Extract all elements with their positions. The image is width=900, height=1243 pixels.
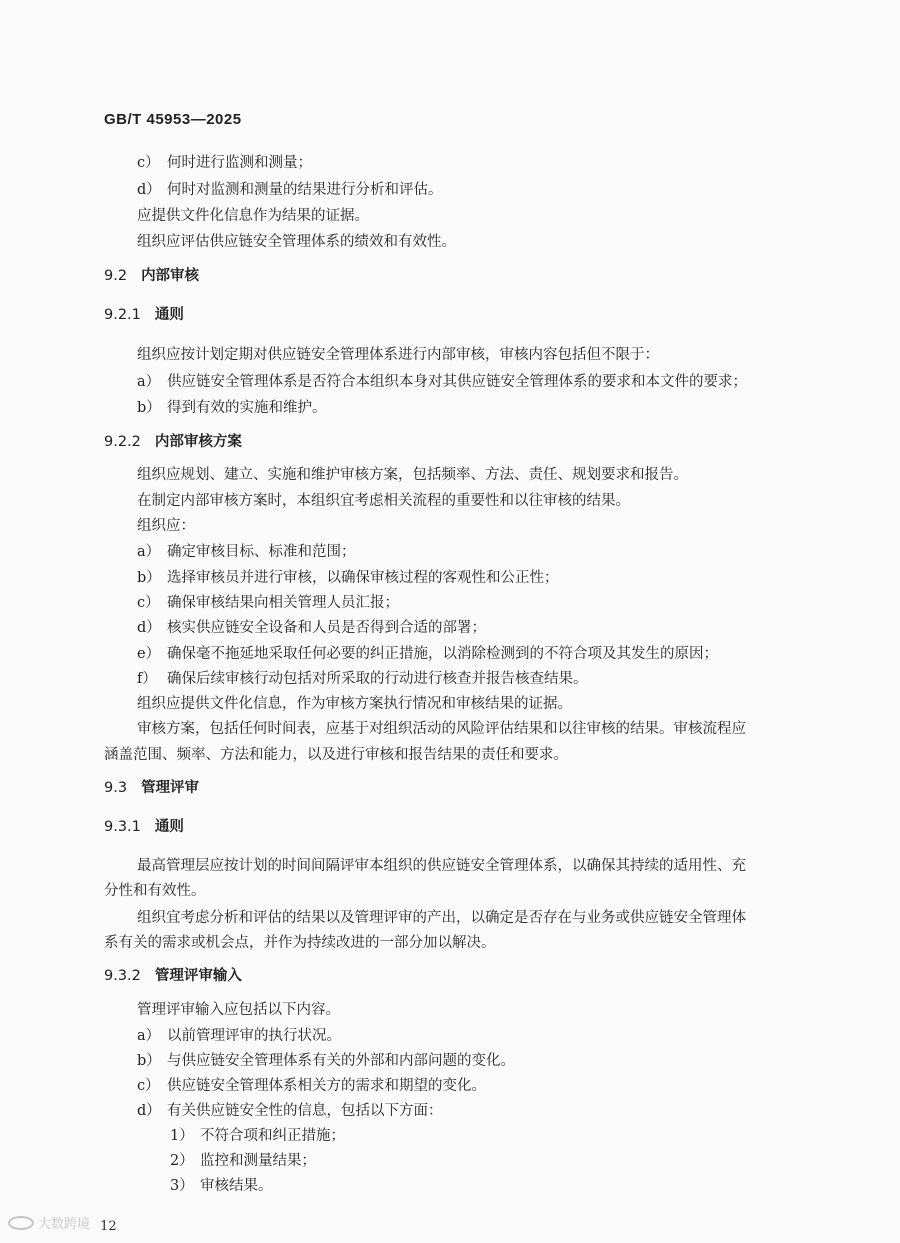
paragraph: 组织应规划、建立、实施和维护审核方案，包括频率、方法、责任、规划要求和报告。 — [137, 467, 688, 483]
list-item: a） 以前管理评审的执行状况。 — [137, 1028, 341, 1044]
paragraph: 系有关的需求或机会点，并作为持续改进的一部分加以解决。 — [104, 935, 496, 951]
sub-list-item: 2） 监控和测量结果； — [170, 1153, 316, 1169]
paragraph: 审核方案，包括任何时间表，应基于对组织活动的风险评估结果和以往审核的结果。审核流程应 — [137, 721, 746, 737]
paragraph: 最高管理层应按计划的时间间隔评审本组织的供应链安全管理体系，以确保其持续的适用性、充 — [137, 858, 746, 874]
list-item: b） 选择审核员并进行审核，以确保审核过程的客观性和公正性； — [137, 570, 559, 586]
paragraph: 组织应评估供应链安全管理体系的绩效和有效性。 — [137, 234, 456, 250]
sub-list-item: 1） 不符合项和纠正措施； — [170, 1128, 345, 1144]
list-item: b） 与供应链安全管理体系有关的外部和内部问题的变化。 — [137, 1053, 515, 1069]
paragraph: 涵盖范围、频率、方法和能力，以及进行审核和报告结果的责任和要求。 — [104, 747, 568, 763]
watermark-logo-icon — [8, 1216, 34, 1230]
list-item: d） 有关供应链安全性的信息，包括以下方面： — [137, 1103, 443, 1119]
paragraph: 在制定内部审核方案时，本组织宜考虑相关流程的重要性和以往审核的结果。 — [137, 493, 630, 509]
list-item: f） 确保后续审核行动包括对所采取的行动进行核查并报告核查结果。 — [137, 671, 588, 687]
list-item: a） 确定审核目标、标准和范围； — [137, 544, 356, 560]
standard-number: GB/T 45953—2025 — [104, 111, 242, 128]
paragraph: 应提供文件化信息作为结果的证据。 — [137, 208, 369, 224]
paragraph: 分性和有效性。 — [104, 883, 206, 899]
section-heading-9-3-2: 9.3.2 管理评审输入 — [104, 968, 242, 984]
paragraph: 组织应按计划定期对供应链安全管理体系进行内部审核，审核内容包括但不限于： — [137, 347, 659, 363]
section-heading-9-2-2: 9.2.2 内部审核方案 — [104, 434, 242, 450]
section-heading-9-2-1: 9.2.1 通则 — [104, 307, 184, 323]
list-item: c） 供应链安全管理体系相关方的需求和期望的变化。 — [137, 1078, 486, 1094]
paragraph: 组织宜考虑分析和评估的结果以及管理评审的产出，以确定是否存在与业务或供应链安全管理体 — [137, 910, 746, 926]
section-heading-9-3-1: 9.3.1 通则 — [104, 819, 184, 835]
list-item: c） 确保审核结果向相关管理人员汇报； — [137, 595, 399, 611]
section-heading-9-2: 9.2 内部审核 — [104, 268, 200, 284]
sub-list-item: 3） 审核结果。 — [170, 1178, 273, 1194]
list-item: d） 核实供应链安全设备和人员是否得到合适的部署； — [137, 620, 486, 636]
list-item: d） 何时对监测和测量的结果进行分析和评估。 — [137, 182, 443, 198]
paragraph: 组织应提供文件化信息，作为审核方案执行情况和审核结果的证据。 — [137, 696, 572, 712]
list-item: a） 供应链安全管理体系是否符合本组织本身对其供应链安全管理体系的要求和本文件的要求； — [137, 374, 747, 390]
page-number: 12 — [100, 1218, 117, 1234]
watermark: 大数跨境 — [8, 1213, 90, 1232]
section-heading-9-3: 9.3 管理评审 — [104, 780, 200, 796]
list-item: b） 得到有效的实施和维护。 — [137, 400, 327, 416]
list-item: c） 何时进行监测和测量； — [137, 155, 312, 171]
page-footer — [8, 1213, 117, 1234]
list-item: e） 确保毫不拖延地采取任何必要的纠正措施，以消除检测到的不符合项及其发生的原因； — [137, 646, 718, 662]
paragraph: 管理评审输入应包括以下内容。 — [137, 1002, 340, 1018]
paragraph: 组织应： — [137, 518, 195, 534]
